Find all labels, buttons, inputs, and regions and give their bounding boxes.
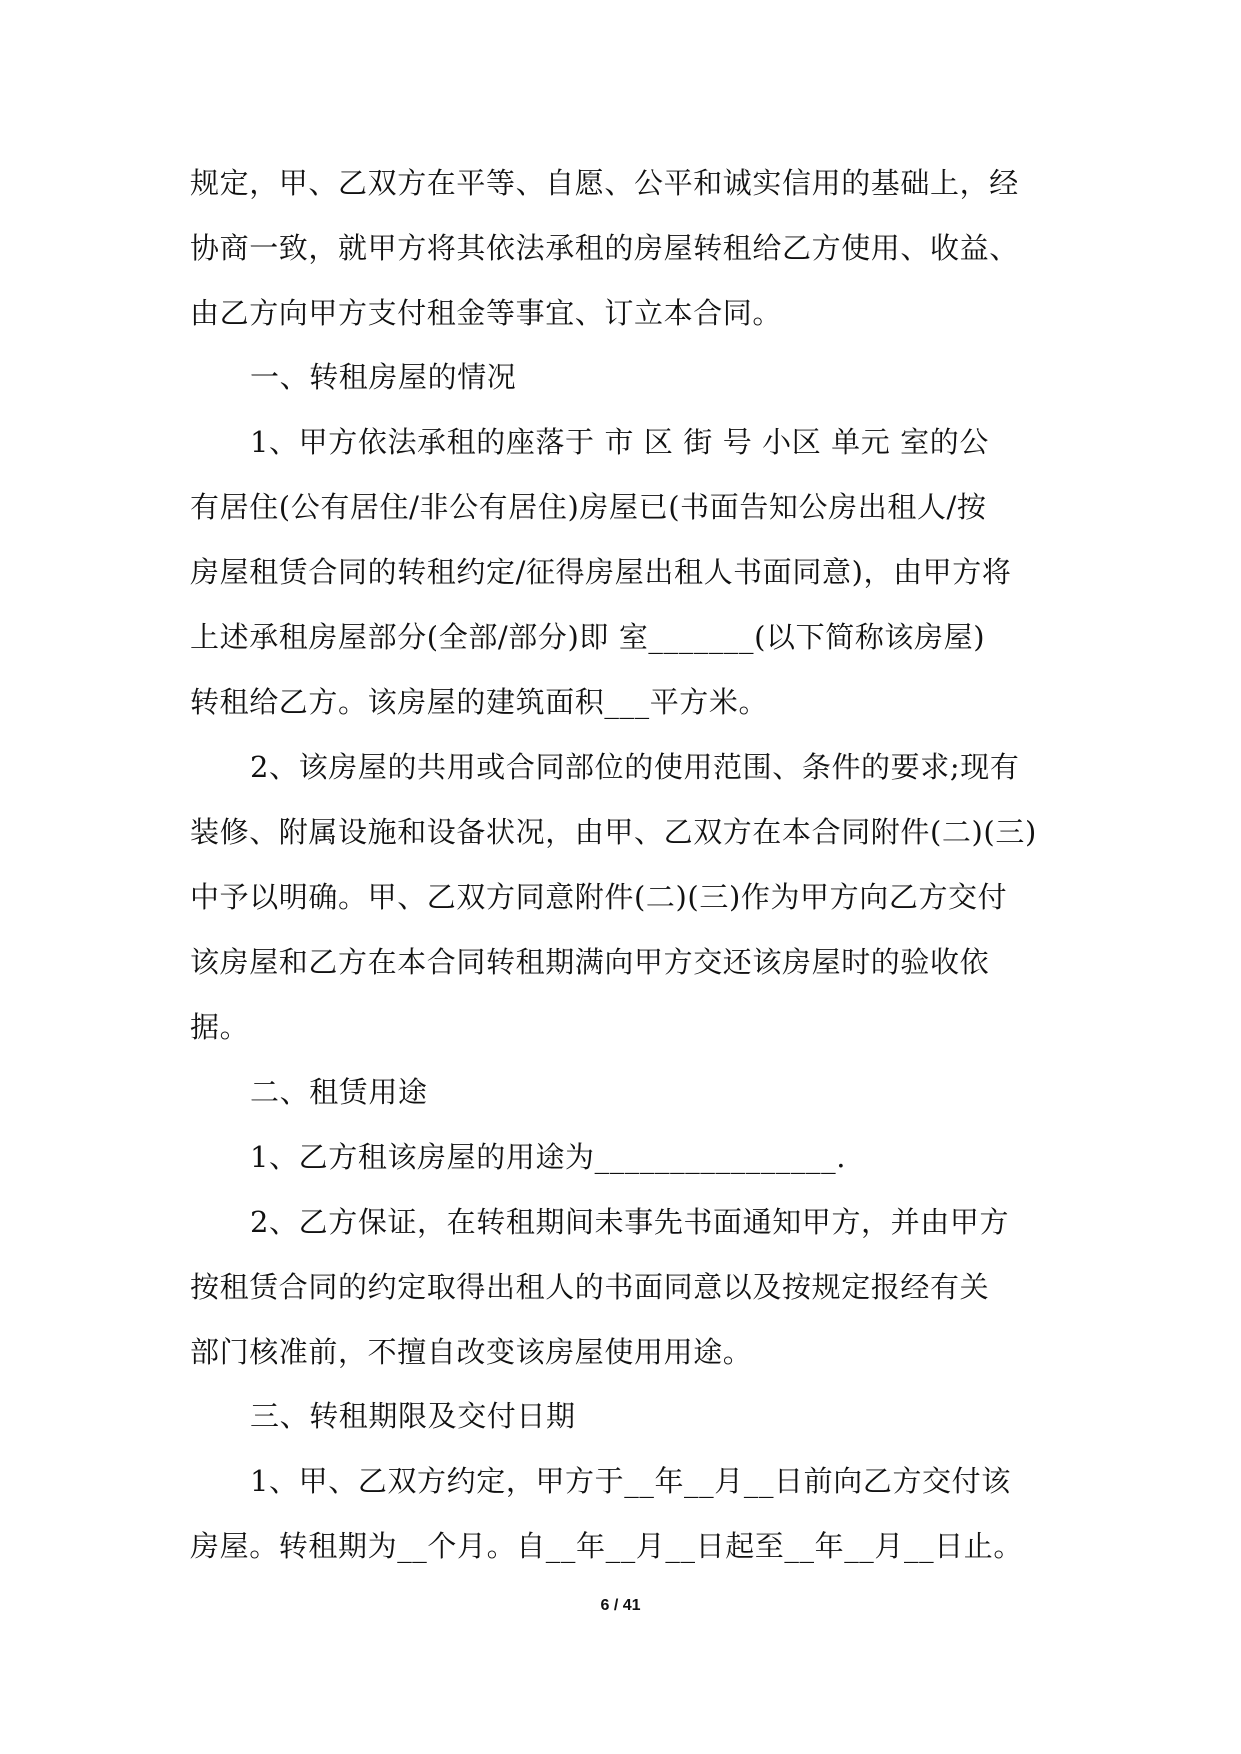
section-heading: 一、转租房屋的情况 xyxy=(250,360,517,394)
text-line: 房屋。转租期为__个月。自__年__月__日起至__年__月__日止。 xyxy=(190,1529,1024,1563)
text-line: 2、乙方保证，在转租期间未事先书面通知甲方，并由甲方 xyxy=(250,1205,1010,1239)
text-line: 据。 xyxy=(190,1010,250,1044)
text-line: 协商一致，就甲方将其依法承租的房屋转租给乙方使用、收益、 xyxy=(190,231,1019,265)
text-line: 装修、附属设施和设备状况，由甲、乙双方在本合同附件(二)(三) xyxy=(190,815,1037,849)
text-line: 1、甲、乙双方约定，甲方于__年__月__日前向乙方交付该 xyxy=(250,1464,1011,1498)
text-line: 有居住(公有居住/非公有居住)房屋已(书面告知公房出租人/按 xyxy=(190,490,987,524)
text-line: 由乙方向甲方支付租金等事宜、订立本合同。 xyxy=(190,296,783,330)
text-line: 1、乙方租该房屋的用途为________________. xyxy=(250,1140,847,1174)
text-line: 按租赁合同的约定取得出租人的书面同意以及按规定报经有关 xyxy=(190,1270,990,1304)
text-line: 该房屋和乙方在本合同转租期满向甲方交还该房屋时的验收依 xyxy=(190,945,990,979)
section-heading: 三、转租期限及交付日期 xyxy=(250,1399,576,1433)
section-heading: 二、租赁用途 xyxy=(250,1075,428,1109)
page-number: 6 / 41 xyxy=(600,1597,641,1614)
text-line: 转租给乙方。该房屋的建筑面积___平方米。 xyxy=(190,685,769,719)
text-line: 部门核准前，不擅自改变该房屋使用用途。 xyxy=(190,1335,753,1369)
text-line: 2、该房屋的共用或合同部位的使用范围、条件的要求;现有 xyxy=(250,750,1020,784)
text-line: 中予以明确。甲、乙双方同意附件(二)(三)作为甲方向乙方交付 xyxy=(190,880,1008,914)
text-line: 房屋租赁合同的转租约定/征得房屋出租人书面同意)，由甲方将 xyxy=(190,555,1012,589)
text-line: 上述承租房屋部分(全部/部分)即 室_______(以下简称该房屋) xyxy=(190,620,986,654)
text-line: 规定，甲、乙双方在平等、自愿、公平和诚实信用的基础上，经 xyxy=(190,166,1019,200)
text-line: 1、甲方依法承租的座落于 市 区 街 号 小区 单元 室的公 xyxy=(250,425,989,459)
